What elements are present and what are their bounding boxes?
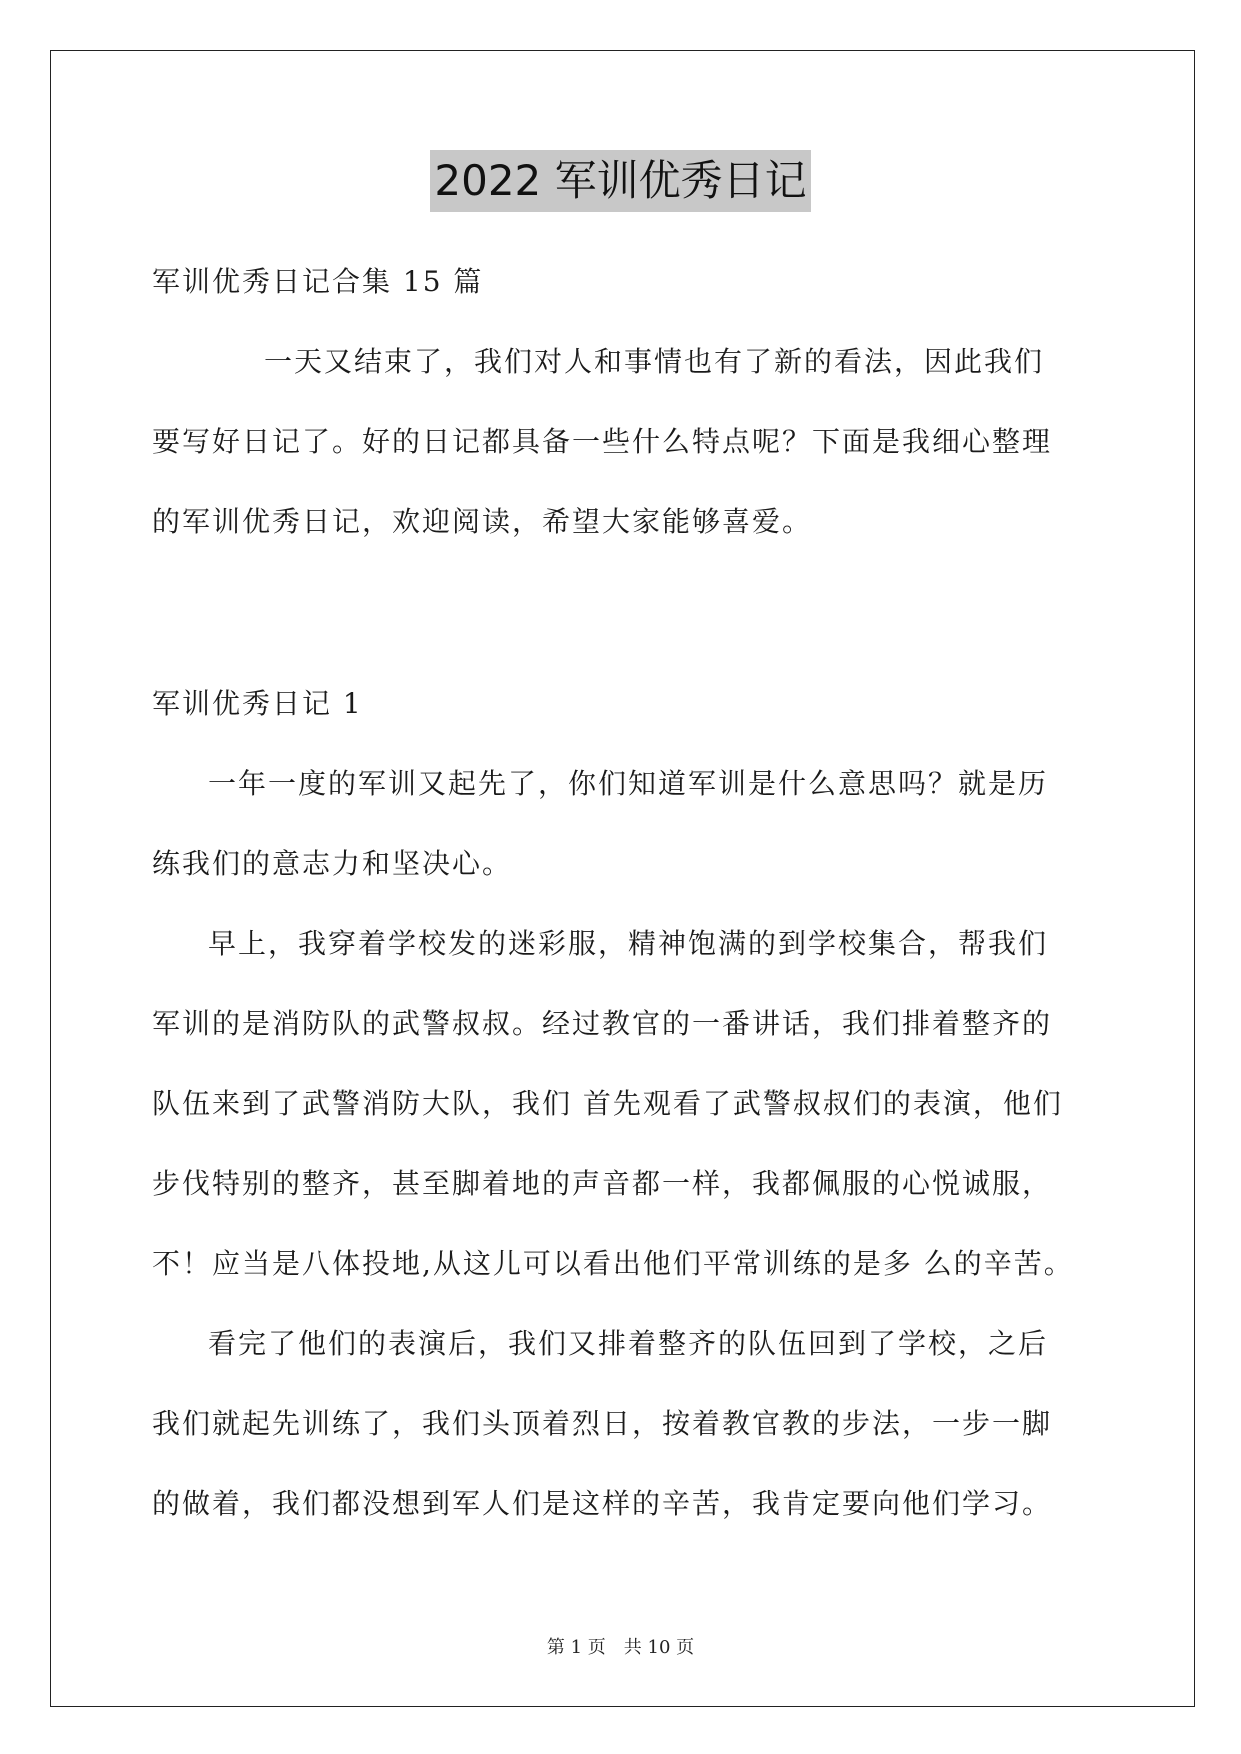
title-wrap <box>0 150 1241 212</box>
intro-line-2: 要写好日记了。好的日记都具备一些什么特点呢？下面是我细心整理 <box>152 425 1053 458</box>
paragraph-line: 军训的是消防队的武警叔叔。经过教官的一番讲话，我们排着整齐的 <box>152 1007 1053 1040</box>
intro-line-3: 的军训优秀日记，欢迎阅读，希望大家能够喜爱。 <box>152 505 813 538</box>
paragraph-line: 看完了他们的表演后，我们又排着整齐的队伍回到了学校，之后 <box>208 1327 1049 1360</box>
collection-subtitle: 军训优秀日记合集 15 篇 <box>152 265 484 298</box>
paragraph-line: 练我们的意志力和坚决心。 <box>152 847 513 880</box>
paragraph-line: 不！应当是八体投地,从这儿可以看出他们平常训练的是多 么的辛苦。 <box>152 1247 1074 1280</box>
paragraph-line: 步伐特别的整齐，甚至脚着地的声音都一样，我都佩服的心悦诚服， <box>152 1167 1053 1200</box>
paragraph-line: 的做着，我们都没想到军人们是这样的辛苦，我肯定要向他们学习。 <box>152 1487 1053 1520</box>
paragraph-line: 一年一度的军训又起先了，你们知道军训是什么意思吗？就是历 <box>208 767 1049 800</box>
section-heading: 军训优秀日记 1 <box>152 687 363 720</box>
paragraph-line: 队伍来到了武警消防大队，我们 首先观看了武警叔叔们的表演，他们 <box>152 1087 1063 1120</box>
intro-line-1: 一天又结束了，我们对人和事情也有了新的看法，因此我们 <box>264 345 1045 378</box>
paragraph-line: 早上，我穿着学校发的迷彩服，精神饱满的到学校集合，帮我们 <box>208 927 1049 960</box>
document-title: 2022 军训优秀日记 <box>430 150 810 212</box>
page-footer: 第 1 页 共 10 页 <box>546 1637 695 1658</box>
paragraph-line: 我们就起先训练了，我们头顶着烈日，按着教官教的步法，一步一脚 <box>152 1407 1053 1440</box>
